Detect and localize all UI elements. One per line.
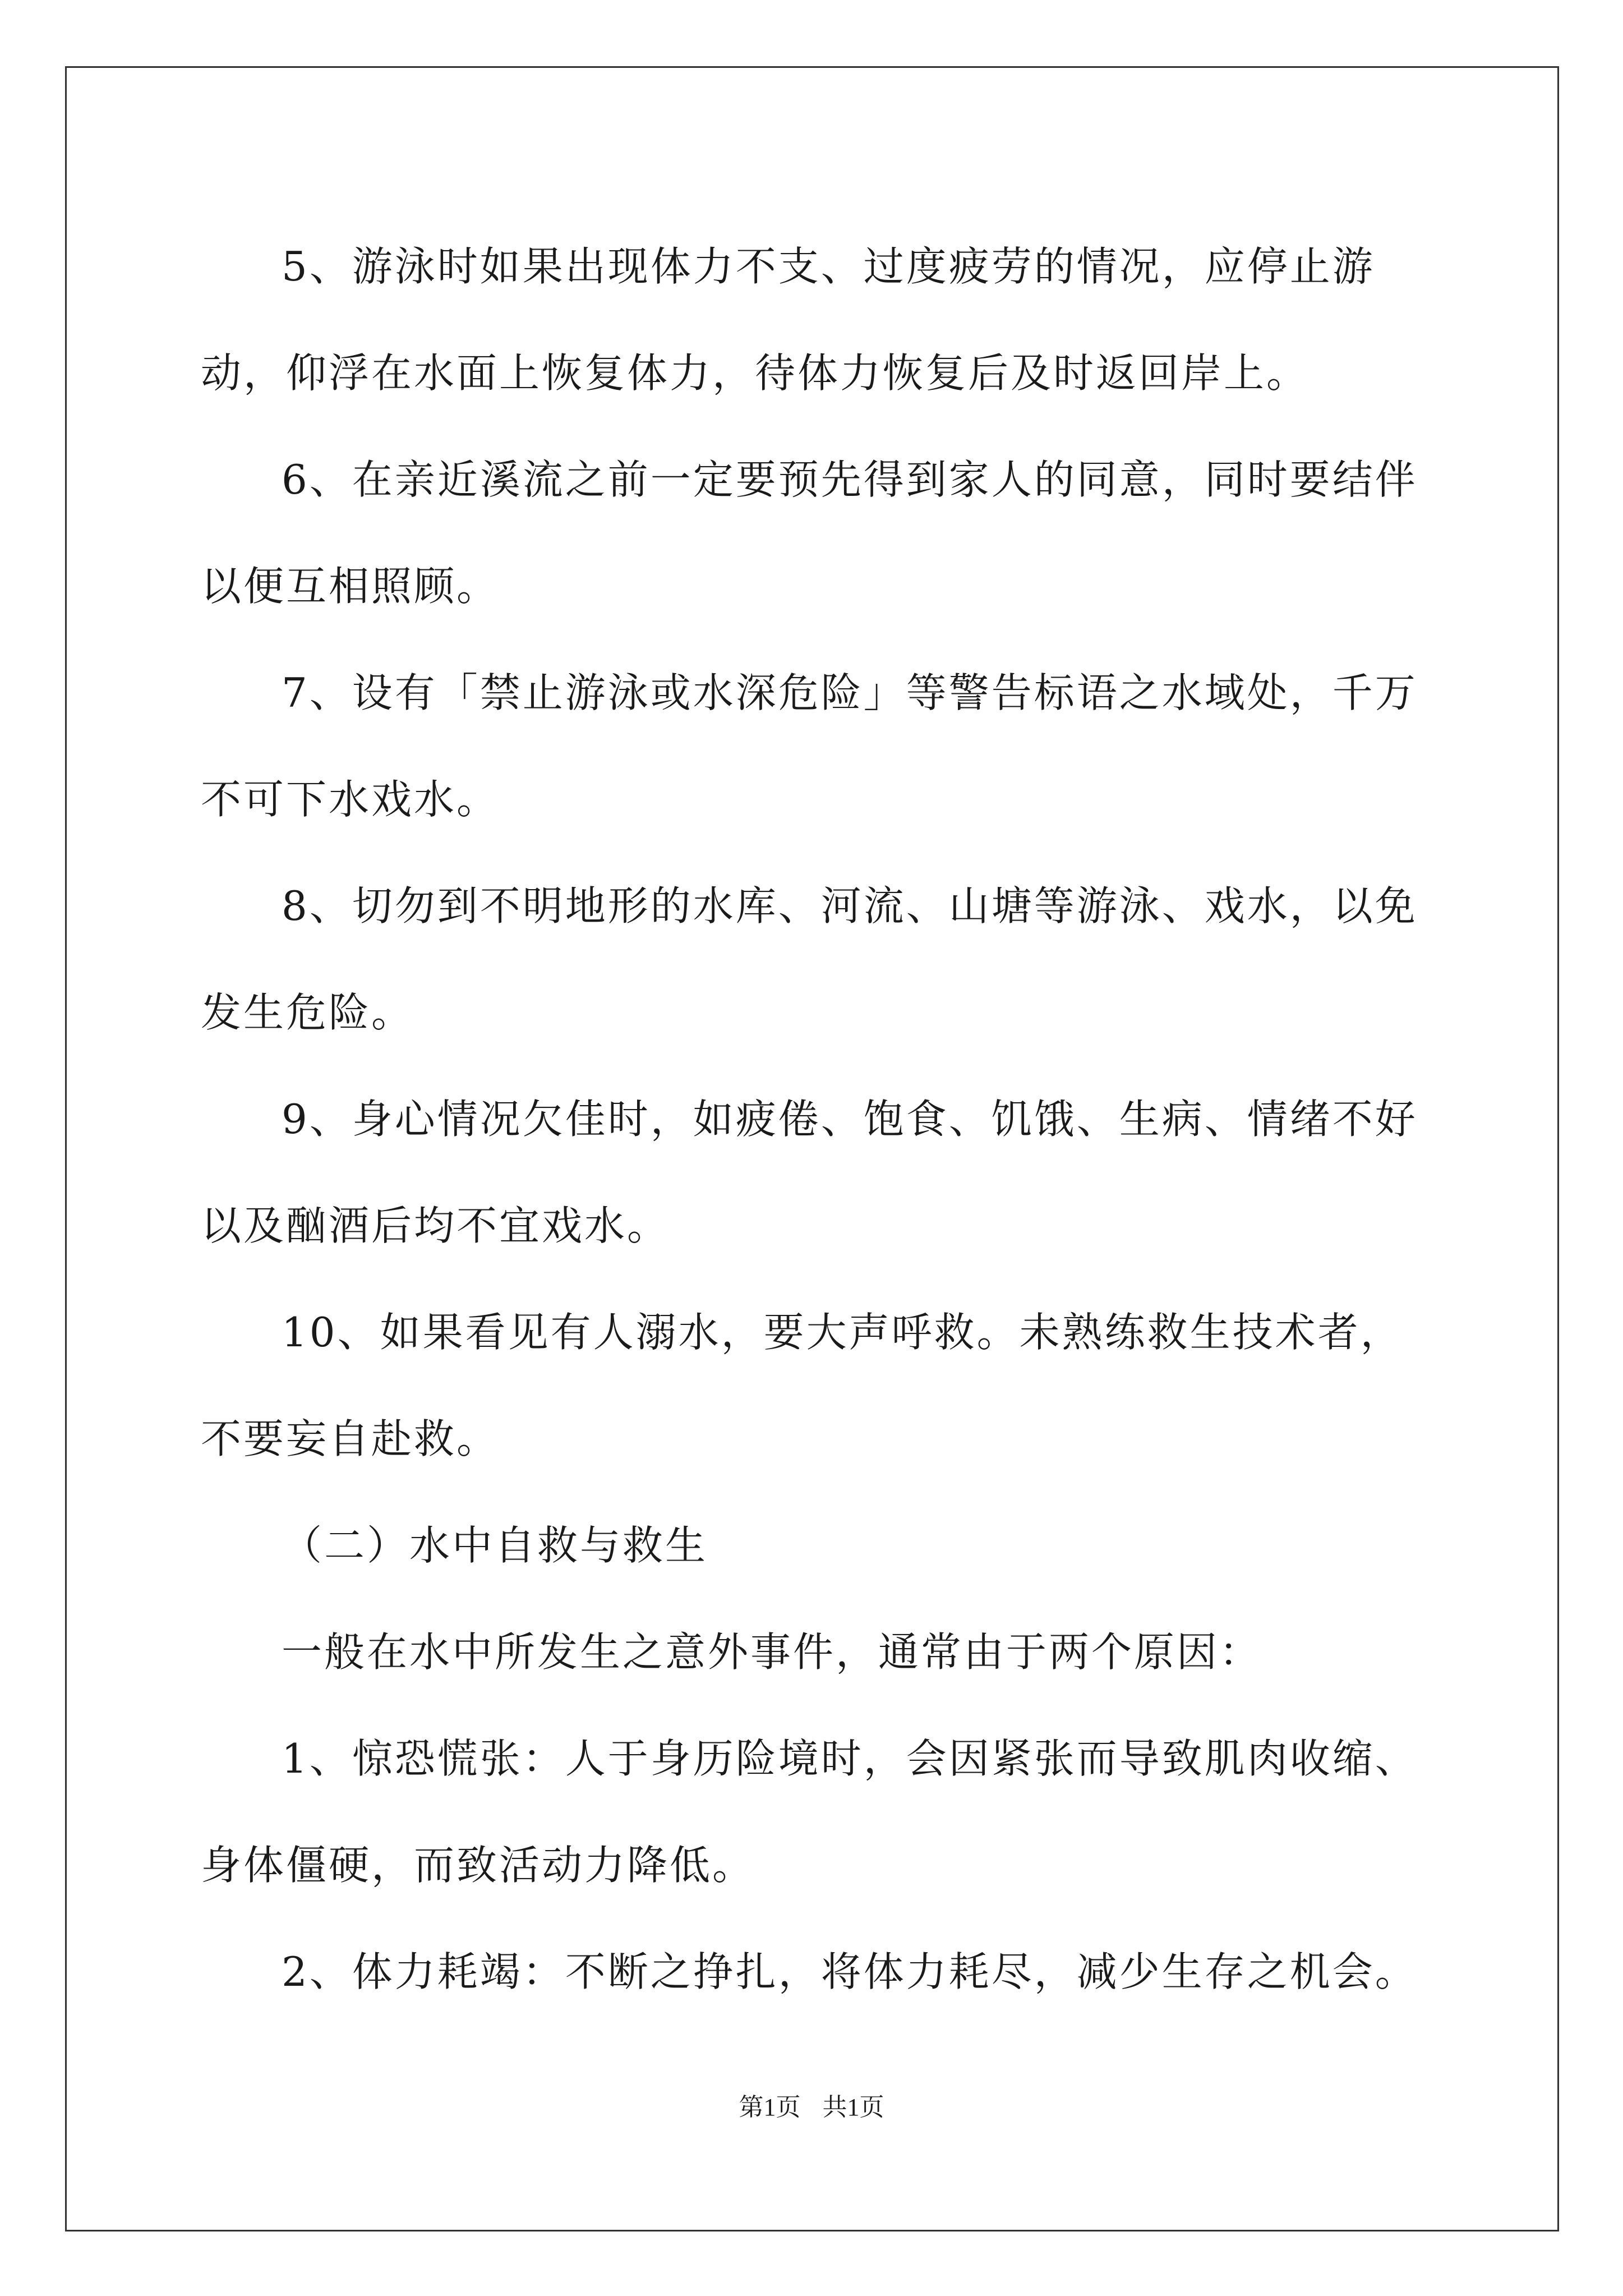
paragraph-cause-2: 2、体力耗竭：不断之挣扎，将体力耗尽，减少生存之机会。 xyxy=(282,1948,1418,1995)
section-heading: （二）水中自救与救生 xyxy=(282,1522,708,1569)
paragraph-6: 6、在亲近溪流之前一定要预先得到家人的同意，同时要结伴以便互相照顾。 xyxy=(201,456,1418,610)
paragraph-7: 7、设有「禁止游泳或水深危险」等警告标语之水域处，千万不可下水戏水。 xyxy=(201,669,1418,823)
page-number: 第1页 xyxy=(739,2093,801,2121)
paragraph-8: 8、切勿到不明地形的水库、河流、山塘等游泳、戏水，以免发生危险。 xyxy=(201,882,1418,1036)
document-body xyxy=(201,213,1435,2025)
paragraph-10: 10、如果看见有人溺水，要大声呼救。未熟练救生技术者，不要妄自赴救。 xyxy=(201,1309,1403,1462)
paragraph-cause-1: 1、惊恐慌张：人于身历险境时，会因紧张而导致肌肉收缩、身体僵硬，而致活动力降低。 xyxy=(201,1735,1418,1889)
page-footer xyxy=(0,2087,1623,2123)
paragraph-intro: 一般在水中所发生之意外事件，通常由于两个原因： xyxy=(282,1628,1262,1676)
page-total: 共1页 xyxy=(822,2093,884,2121)
paragraph-5: 5、游泳时如果出现体力不支、过度疲劳的情况，应停止游动，仰浮在水面上恢复体力，待体力恢复后及时返回岸上。 xyxy=(201,243,1375,397)
paragraph-9: 9、身心情况欠佳时，如疲倦、饱食、饥饿、生病、情绪不好以及酗酒后均不宜戏水。 xyxy=(201,1096,1418,1249)
